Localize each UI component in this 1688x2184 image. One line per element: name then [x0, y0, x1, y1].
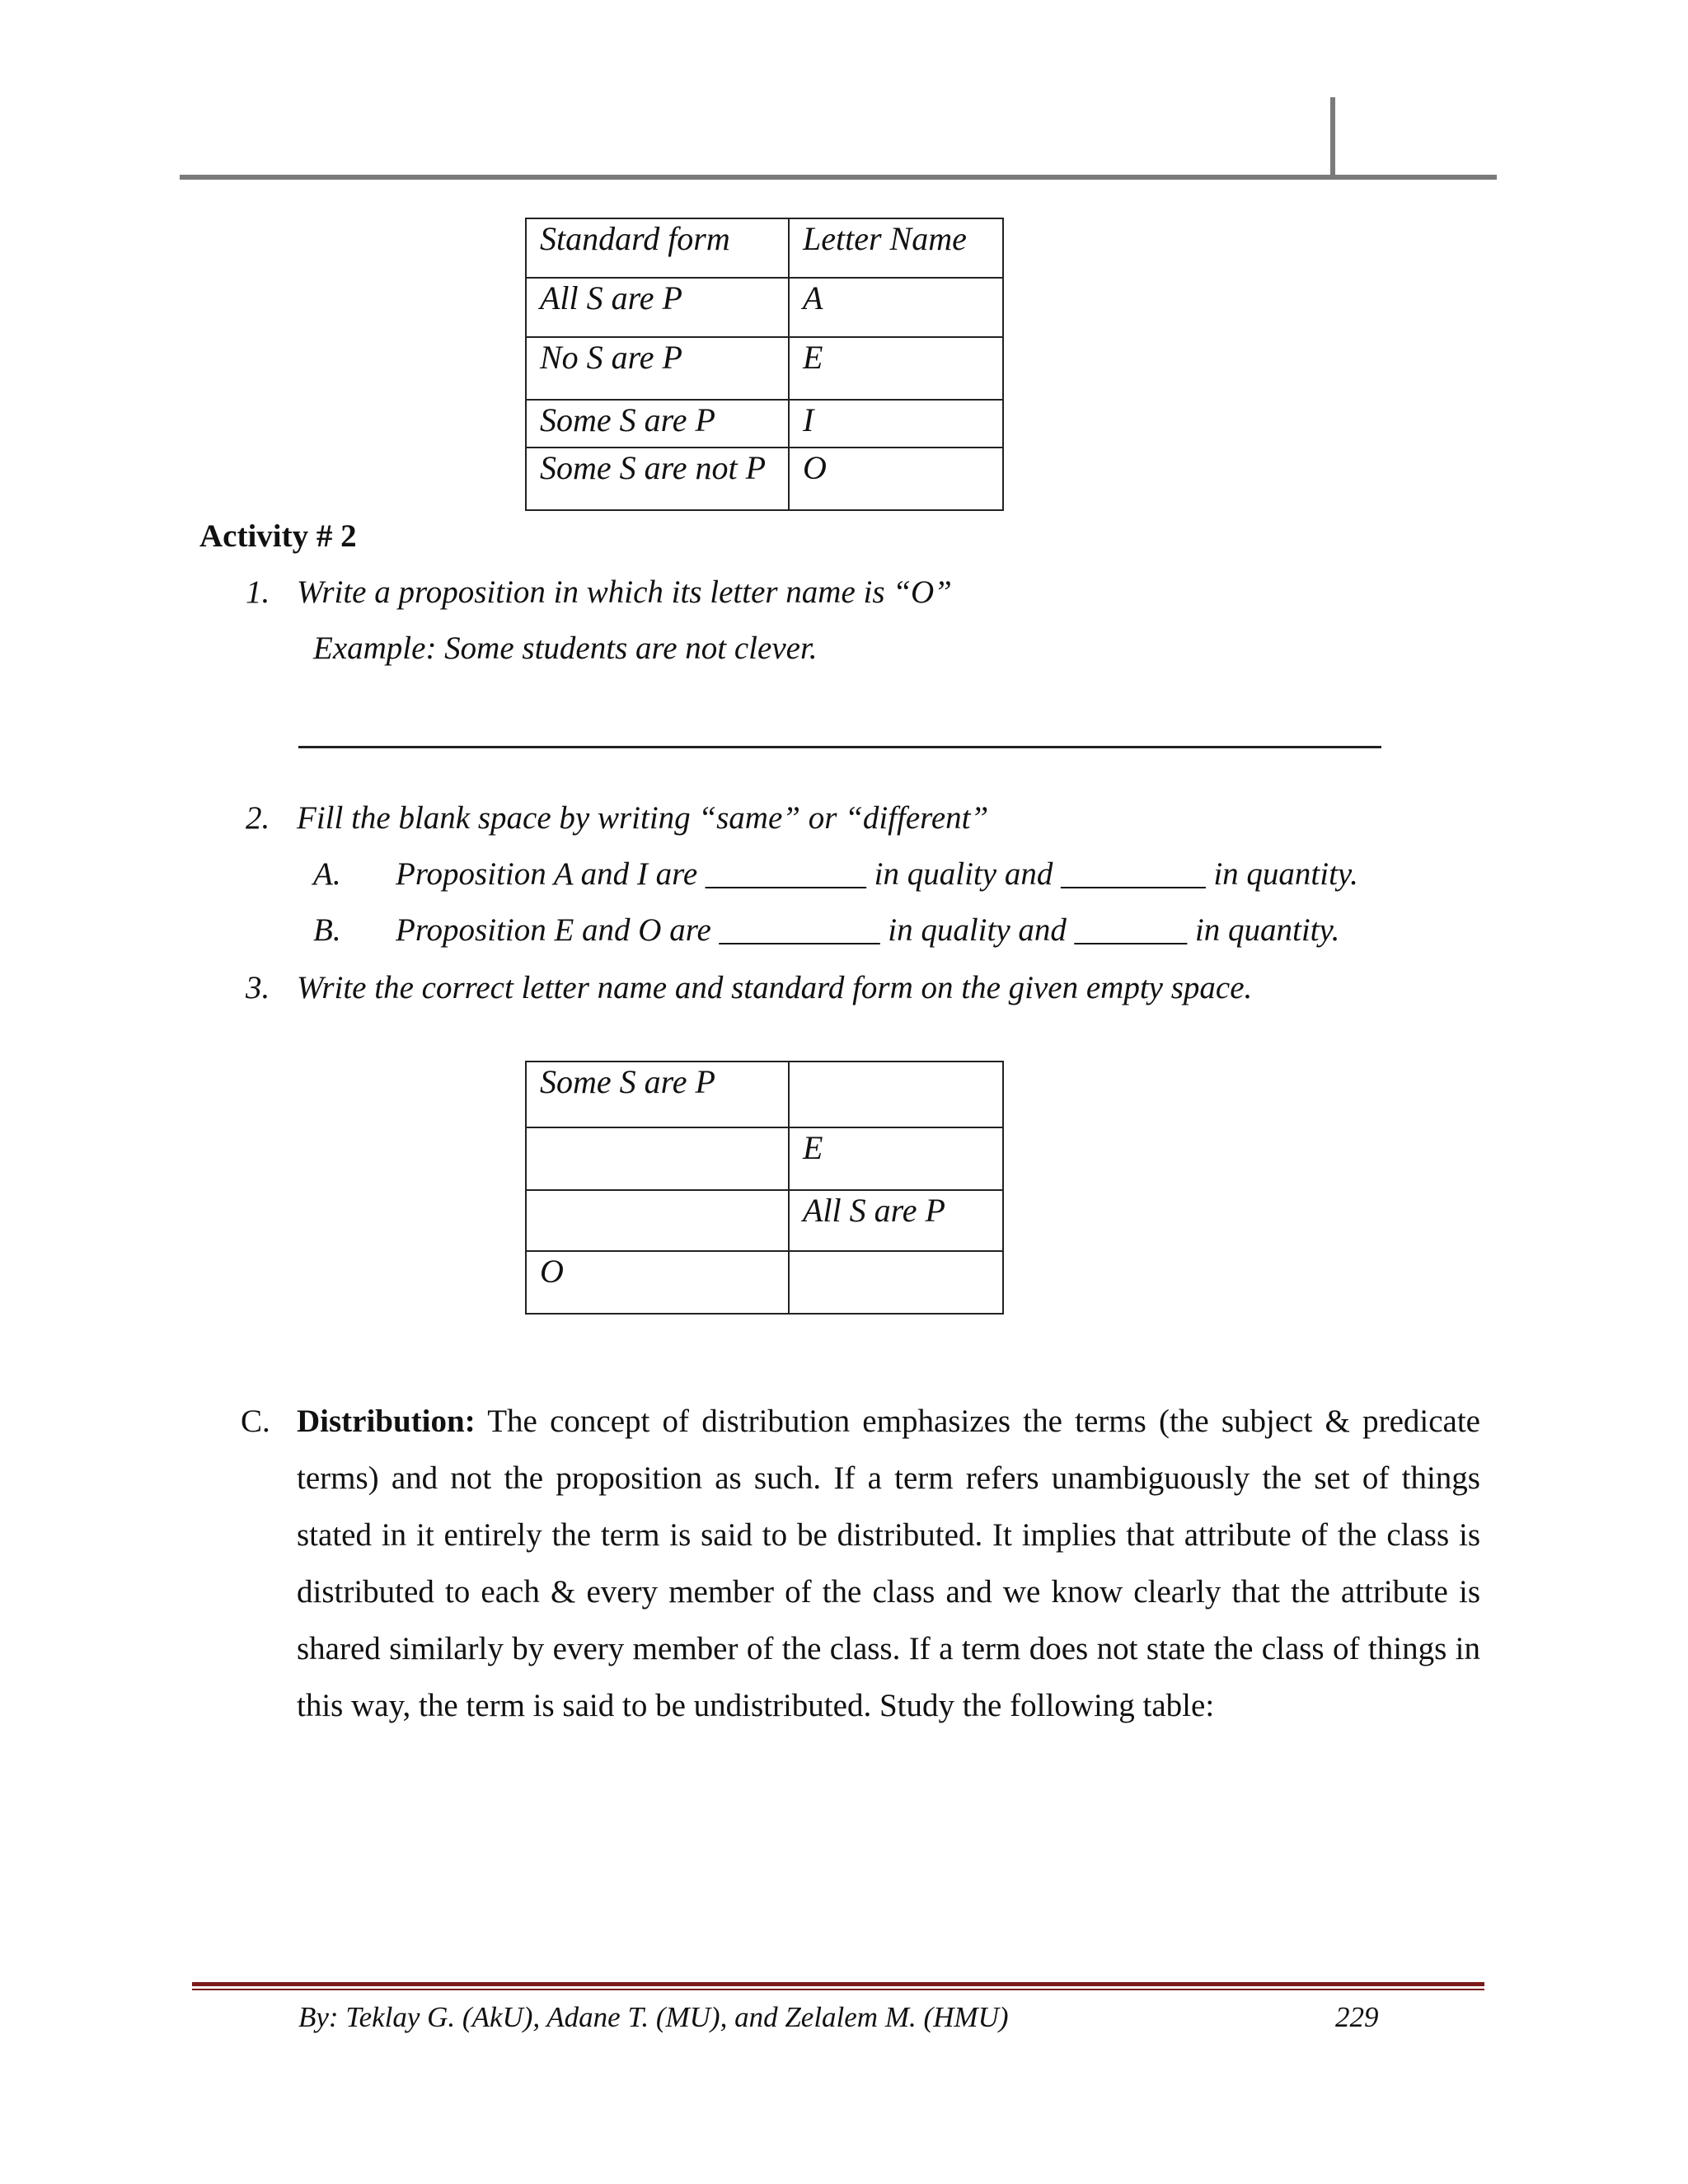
question-number: 2. — [246, 800, 270, 836]
header-rule — [180, 175, 1497, 180]
table-header-row — [526, 218, 1003, 278]
question-number: 1. — [246, 574, 270, 610]
table-cell: All S are P — [789, 1190, 1003, 1251]
question-2b-text: Proposition E and O are __________ in quality and _______ in quantity. — [396, 912, 1340, 948]
answer-line[interactable] — [298, 746, 1381, 748]
question-1-example: Example: Some students are not clever. — [313, 630, 818, 666]
table-cell: O — [789, 448, 1003, 510]
section-label: C. — [241, 1404, 270, 1439]
table-cell-blank[interactable] — [789, 1251, 1003, 1314]
question-2a-text: Proposition A and I are __________ in quality and _________ in quantity. — [396, 856, 1358, 892]
question-3-text: Write the correct letter name and standard form on the given empty space. — [297, 970, 1253, 1005]
question-2-text: Fill the blank space by writing “same” or “different” — [297, 800, 989, 836]
table-cell-blank[interactable] — [789, 1062, 1003, 1127]
page-number: 229 — [1335, 2001, 1379, 2033]
item-label: B. — [313, 912, 341, 948]
table-header-cell: Letter Name — [789, 218, 1003, 278]
table-row — [526, 278, 1003, 337]
table-cell: E — [789, 337, 1003, 400]
table-cell: Some S are P — [526, 1062, 789, 1127]
table-row — [526, 1251, 1003, 1314]
table-row — [526, 337, 1003, 400]
table-cell: A — [789, 278, 1003, 337]
item-label: A. — [313, 856, 341, 892]
table-cell-blank[interactable] — [526, 1127, 789, 1190]
table-header-cell: Standard form — [526, 218, 789, 278]
question-number: 3. — [246, 970, 270, 1005]
header-tick — [1330, 97, 1335, 178]
table-cell: O — [526, 1251, 789, 1314]
footer-rule — [192, 1989, 1484, 1990]
table-row — [526, 400, 1003, 448]
table-row — [526, 1127, 1003, 1190]
footer-rule — [192, 1982, 1484, 1986]
table-cell: All S are P — [526, 278, 789, 337]
section-body: The concept of distribution emphasizes the terms (the subject & predicate terms) and not the proposition as such. If a term refers unambiguously the set of things stated in it entirely the term is said to be distributed. It implies that attribute of the class is distributed to each & every member of the class and we know clearly that the attribute is shared similarly by every member of the class. If a term does not state the class of things in this way, the term is said to be undistributed. Study the following table: — [297, 1404, 1480, 1723]
footer-authors: By: Teklay G. (AkU), Adane T. (MU), and Zelalem M. (HMU) — [298, 2001, 1009, 2033]
table-cell: Some S are not P — [526, 448, 789, 510]
table-row — [526, 1190, 1003, 1251]
table-cell: I — [789, 400, 1003, 448]
table-cell: E — [789, 1127, 1003, 1190]
table-cell: No S are P — [526, 337, 789, 400]
table-row — [526, 448, 1003, 510]
letter-name-table — [525, 218, 1004, 511]
table-cell-blank[interactable] — [526, 1190, 789, 1251]
question-1-text: Write a proposition in which its letter name is “O” — [297, 574, 952, 610]
table-row — [526, 1062, 1003, 1127]
fill-in-table — [525, 1061, 1004, 1315]
distribution-paragraph — [241, 1393, 1480, 1734]
section-title: Distribution: — [297, 1404, 476, 1439]
table-cell: Some S are P — [526, 400, 789, 448]
activity-heading: Activity # 2 — [199, 518, 357, 554]
